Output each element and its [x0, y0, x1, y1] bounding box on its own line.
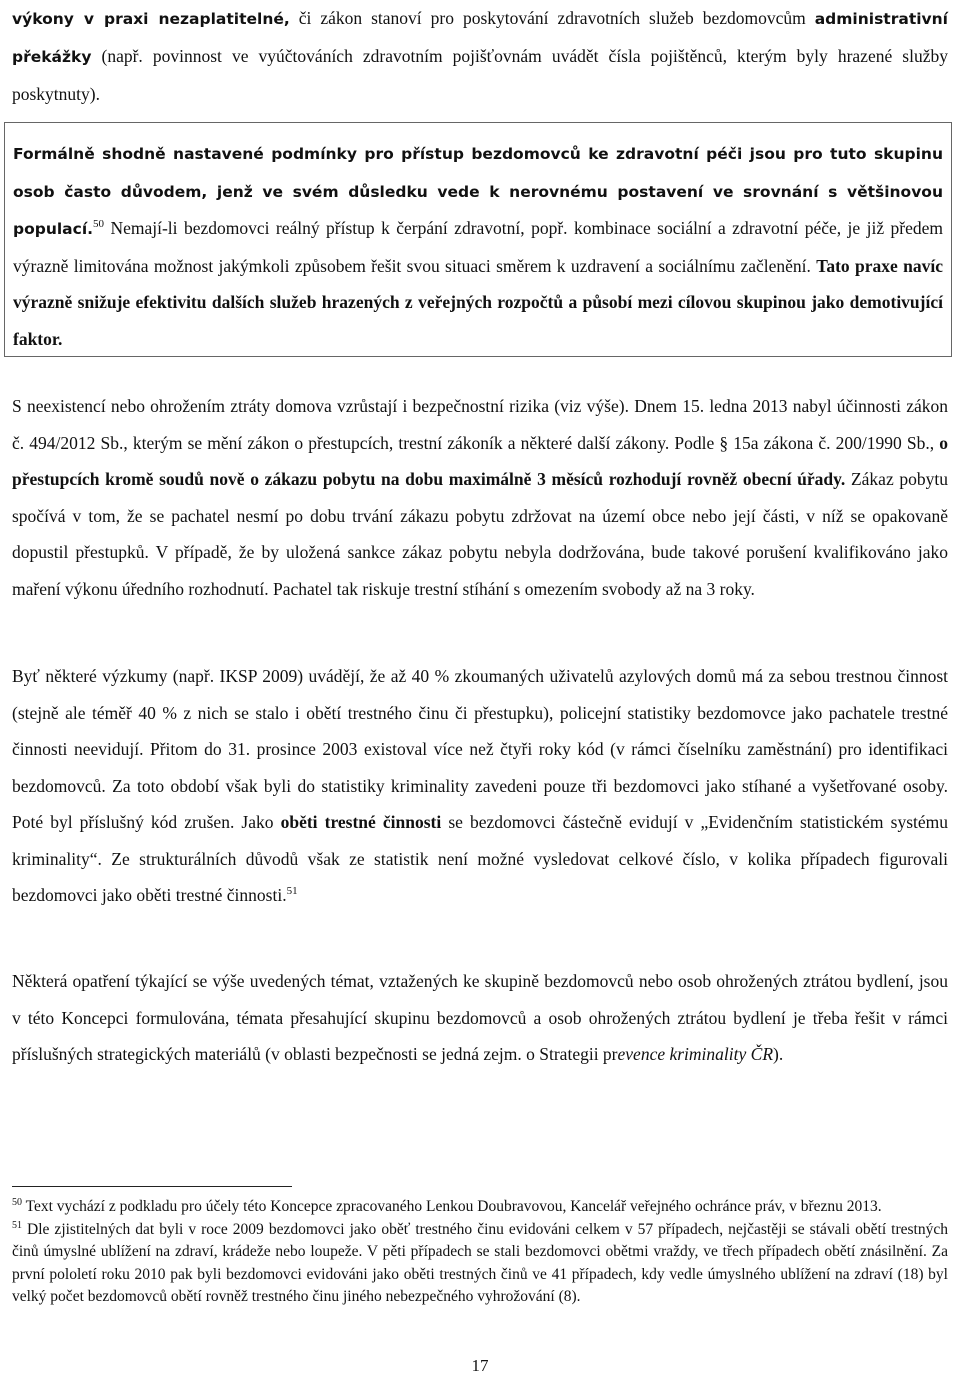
page-number: 17 [471, 1356, 489, 1375]
section-sign: § [719, 432, 729, 453]
law-text-2: 15a zákona č. 200/1990 Sb., [728, 432, 940, 453]
footnote-ref-51[interactable]: 51 [286, 885, 298, 897]
highlight-box-text [13, 135, 943, 357]
intro-bold-start: výkony v praxi nezaplatitelné, [12, 10, 290, 28]
intro-paragraph [12, 0, 948, 113]
footnote-item [12, 1219, 948, 1309]
box-body-text: Nemají-li bezdomovci reálný přístup k čerpání zdravotní, popř. kombinace sociální a zdravotní péče, je již předem výrazně limitována možnost jakýmkoli způsobem řešit svou situaci směrem k uzdravení a sociálnímu začlenění. [13, 218, 943, 276]
footnotes [12, 1196, 948, 1309]
other-text-1: Některá opatření týkající se výše uvedených témat, vztažených ke skupině bezdomovců nebo osob ohrožených ztrátou bydlení, jsou v této Koncepci formulována, témata přesahující skupinu bezdomovců a osob ohrožených ztrátou bydlení je třeba řešit v rámci příslušných strategických materiálů (v oblasti bezpečnosti se jedná zejm. o Strategii pr [12, 971, 948, 1064]
footnote-text: Dle zjistitelných dat byli v roce 2009 bezdomovci jako oběť trestného činu evidováni celkem v 57 případech, nejčastěji se stávali obětí trestných činů úmyslné ublížení na zdraví, krádeže nebo loupeže. V pěti případech se stali bezdomovci obětmi vraždy, ve třech případech obětí znásilnění. Za první pololetí roku 2010 pak byli bezdomovci evidováni jako oběti trestných činů ve 41 případech, kdy vedle úmyslného ublížení na zdraví (18) byl velký počet bezdomovců obětí rovněž trestného činu jiného nebezpečného vyhrožování (8). [12, 1220, 948, 1306]
law-text-3: Zákaz pobytu spočívá v tom, že se pachatel nesmí po dobu trvání zákazu pobytu zdržovat na území obce nebo její části, v níž se opakovaně dopustil přestupků. V případě, že by uložená sankce zákaz pobytu nebyla dodržována, bude takové porušení kvalifikováno jako maření výkonu úředního rozhodnutí. Pachatel tak riskuje trestní stíhání s omezením svobody až na 3 roky. [12, 469, 948, 599]
footnote-item [12, 1196, 948, 1219]
law-paragraph [12, 388, 948, 607]
footnote-ref-50[interactable]: 50 [93, 218, 105, 230]
iksp-text-1: Byť některé výzkumy (např. IKSP 2009) uvádějí, že až 40 % zkoumaných uživatelů azylových domů má za sebou trestnou činnost (stejně ale téměř 40 % z nich se stalo i obětí trestného činu či přestupku), policejní statistiky bezdomovce jako pachatele trestné činnosti neevidují. Přitom do 31. prosince 2003 existoval více než čtyři roky kód (v rámci číselníku zaměstnání) pro identifikaci bezdomovců. Za toto období však byli do statistiky kriminality zavedeni pouze tři bezdomovci jako stíhané a vyšetřované osoby. Poté byl příslušný kód zrušen. Jako [12, 666, 948, 832]
footnote-number: 50 [12, 1197, 22, 1208]
footnote-text: Text vychází z podkladu pro účely této Koncepce zpracovaného Lenkou Doubravovou, Kancelář veřejného ochránce práv, v březnu 2013. [22, 1198, 882, 1215]
other-italic: evence kriminality ČR [617, 1044, 774, 1064]
highlight-box [4, 122, 952, 357]
intro-bold-end: administrativní překážky [12, 10, 948, 66]
law-text-1: S neexistencí nebo ohrožením ztráty domova vzrůstají i bezpečnostní rizika (viz výše). Dnem 15. ledna 2013 nabyl účinnosti zákon č. 494/2012 Sb., kterým se mění zákon o přestupcích, trestní zákoník a některé další zákony. Podle [12, 396, 948, 453]
iksp-text-2: se bezdomovci částečně evidují v „Evidenčním statistickém systému kriminality“. Ze strukturálních důvodů však ze statistik není možné vysledovat celkové číslo, v kolika případech figurovali bezdomovci jako oběti trestné činnosti. [12, 812, 948, 905]
intro-text-mid: či zákon stanoví pro poskytování zdravotních služeb bezdomovcům [289, 8, 815, 28]
law-bold: o přestupcích kromě soudů nově o zákazu pobytu na dobu maximálně 3 měsíců rozhodují rovněž obecní úřady. [12, 432, 948, 489]
other-text-2: ). [773, 1044, 784, 1064]
box-bold-end: Tato praxe navíc výrazně snižuje efektivitu dalších služeb hrazených z veřejných rozpočtů a působí mezi cílovou skupinou jako demotivující faktor. [13, 255, 943, 349]
footnote-number: 51 [12, 1219, 22, 1231]
iksp-paragraph [12, 658, 948, 914]
intro-text-end: (např. povinnost ve vyúčtováních zdravotním pojišťovnám uvádět čísla pojištěnců, kterým byly hrazené služby poskytnuty). [12, 46, 948, 104]
iksp-bold: oběti trestné činnosti [280, 812, 442, 832]
box-bold-lead: Formálně shodně nastavené podmínky pro přístup bezdomovců ke zdravotní péči jsou pro tuto skupinu osob často důvodem, jenž ve svém důsledku vede k nerovnému postavení ve srovnání s většinovou populací. [13, 145, 943, 238]
footnote-divider [12, 1186, 292, 1187]
other-measures-paragraph [12, 963, 948, 1073]
